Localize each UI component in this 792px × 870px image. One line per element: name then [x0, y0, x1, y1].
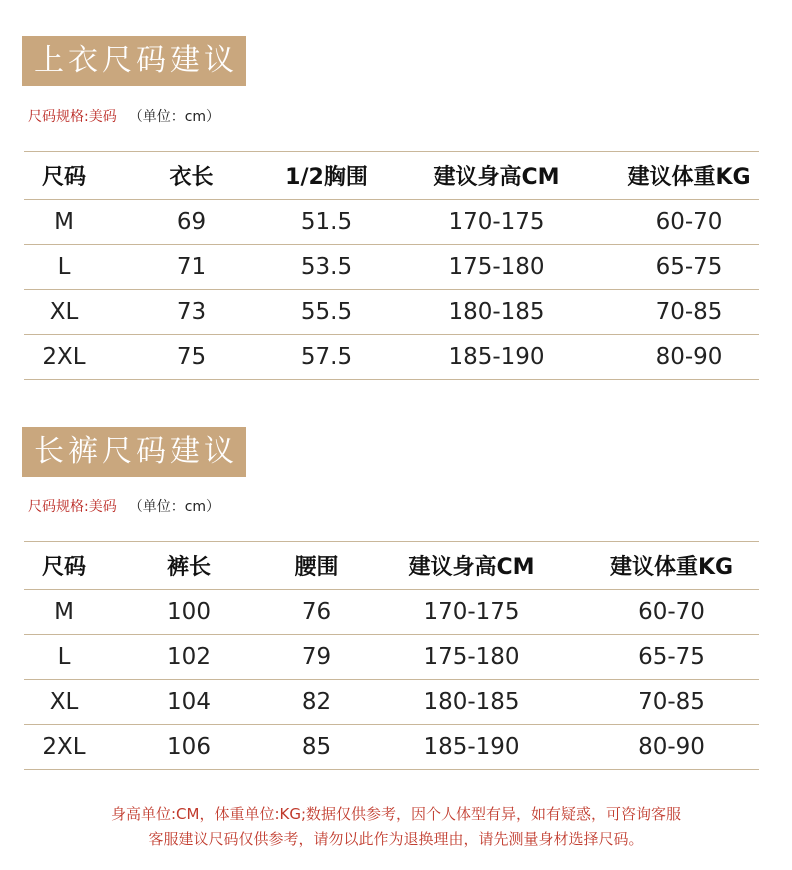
table-cell: 70-85	[638, 689, 705, 715]
table-cell: L	[57, 254, 71, 280]
table-row	[24, 590, 759, 635]
column-header: 1/2胸围	[285, 165, 368, 190]
column-header: 裤长	[166, 555, 211, 580]
bottom-section-title-banner: 长裤尺码建议	[22, 427, 246, 477]
table-cell: 85	[301, 734, 332, 760]
column-header: 建议身高CM	[408, 555, 535, 580]
table-cell: 82	[301, 689, 332, 715]
top-size-table	[24, 151, 759, 380]
table-cell: XL	[49, 299, 79, 325]
column-header: 尺码	[41, 555, 86, 580]
table-row	[24, 245, 759, 290]
column-header: 建议体重KG	[609, 555, 734, 580]
table-cell: 60-70	[638, 599, 705, 625]
table-cell: 65-75	[638, 644, 705, 670]
table-cell: 51.5	[300, 209, 353, 235]
table-cell: 65-75	[655, 254, 723, 280]
top-spec-unit: （单位：cm）	[128, 109, 221, 125]
table-row	[24, 680, 759, 725]
table-cell: 106	[167, 734, 211, 760]
table-cell: 2XL	[42, 734, 86, 760]
bottom-spec-line	[28, 496, 220, 516]
table-cell: M	[54, 599, 74, 625]
table-cell: 71	[176, 254, 207, 280]
table-cell: M	[54, 209, 74, 235]
top-spec-line	[28, 106, 220, 126]
bottom-size-table	[24, 541, 759, 770]
table-cell: 104	[167, 689, 211, 715]
top-section-title-banner: 上衣尺码建议	[22, 36, 246, 86]
table-cell: 80-90	[655, 344, 723, 370]
column-header: 衣长	[169, 165, 214, 190]
table-cell: 80-90	[638, 734, 705, 760]
table-cell: 55.5	[300, 299, 353, 325]
bottom-spec-unit: （单位：cm）	[128, 499, 221, 515]
table-cell: 100	[167, 599, 211, 625]
top-spec-label: 尺码规格:美码	[28, 109, 117, 125]
table-row	[24, 335, 759, 380]
table-cell: 60-70	[655, 209, 723, 235]
table-cell: XL	[49, 689, 79, 715]
table-cell: 57.5	[300, 344, 353, 370]
column-header: 腰围	[294, 555, 339, 580]
table-row	[24, 290, 759, 335]
table-cell: 76	[301, 599, 332, 625]
table-cell: 170-175	[448, 209, 545, 235]
table-row	[24, 725, 759, 770]
table-cell: 170-175	[423, 599, 520, 625]
note-line-2: 客服建议尺码仅供参考，请勿以此作为退换理由，请先测量身材选择尺码。	[148, 830, 644, 848]
table-cell: 69	[176, 209, 207, 235]
table-cell: 175-180	[448, 254, 545, 280]
table-cell: 180-185	[423, 689, 520, 715]
table-cell: 102	[167, 644, 211, 670]
table-cell: 75	[176, 344, 207, 370]
table-header-row	[24, 542, 759, 590]
table-cell: 53.5	[300, 254, 353, 280]
column-header: 尺码	[41, 165, 86, 190]
table-header-row	[24, 152, 759, 200]
bottom-spec-label: 尺码规格:美码	[28, 499, 117, 515]
table-cell: 70-85	[655, 299, 723, 325]
table-cell: 185-190	[448, 344, 545, 370]
table-row	[24, 200, 759, 245]
table-row	[24, 635, 759, 680]
table-cell: 175-180	[423, 644, 520, 670]
table-cell: L	[57, 644, 71, 670]
table-cell: 185-190	[423, 734, 520, 760]
table-cell: 73	[176, 299, 207, 325]
table-cell: 180-185	[448, 299, 545, 325]
column-header: 建议体重KG	[627, 165, 751, 190]
table-cell: 79	[301, 644, 332, 670]
column-header: 建议身高CM	[433, 165, 560, 190]
table-cell: 2XL	[42, 344, 86, 370]
note-line-1: 身高单位:CM，体重单位:KG;数据仅供参考，因个人体型有异，如有疑惑，可咨询客服	[110, 805, 682, 823]
